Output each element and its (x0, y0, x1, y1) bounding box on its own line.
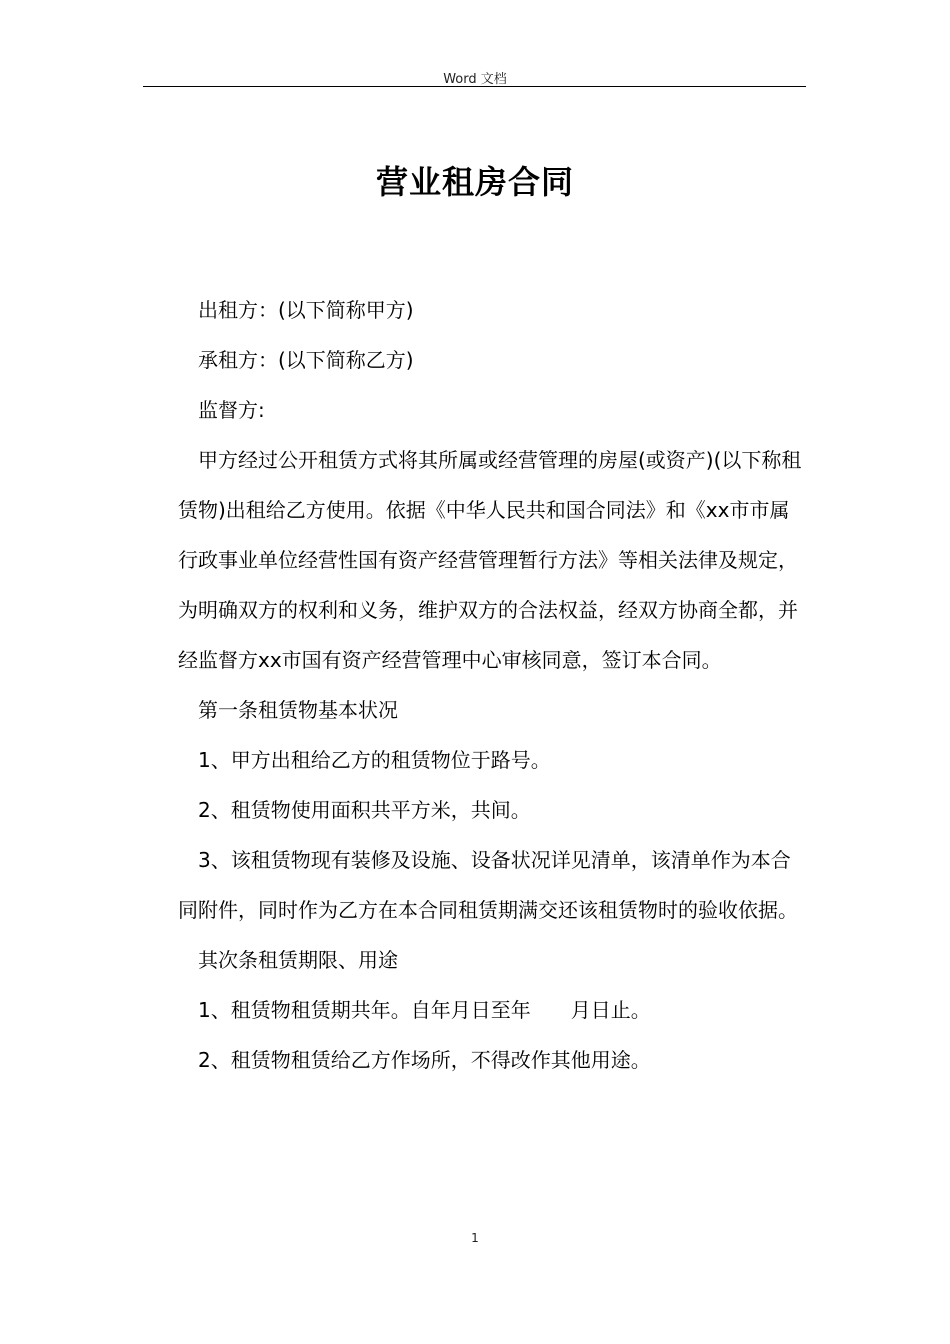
article-2-item-1: 1、租赁物租赁期共年。自年月日至年 月日止。 (198, 998, 651, 1022)
paragraph-lessee: 承租方：(以下简称乙方) (198, 348, 414, 372)
article-1-item-1: 1、甲方出租给乙方的租赁物位于路号。 (198, 748, 551, 772)
page-number: 1 (471, 1231, 479, 1245)
paragraph-preamble: 甲方经过公开租赁方式将其所属或经营管理的房屋(或资产)(以下称租赁物)出租给乙方使用。依据《中华人民共和国合同法》和《xx市市属行政事业单位经营性国有资产经营管理暂行方法》等相关法律及规定，为明确双方的权利和义务，维护双方的合法权益，经双方协商全都，并经监督方xx市国有资产经营管理中心审核同意，签订本合同。 (178, 448, 802, 672)
article-1-item-2: 2、租赁物使用面积共平方米，共间。 (198, 798, 531, 822)
article-2-heading: 其次条租赁期限、用途 (198, 948, 398, 972)
header-divider (143, 86, 806, 87)
article-1-heading: 第一条租赁物基本状况 (198, 698, 398, 722)
article-1-item-3: 3、该租赁物现有装修及设施、设备状况详见清单，该清单作为本合同附件，同时作为乙方在本合同租赁期满交还该租赁物时的验收依据。 (178, 848, 798, 922)
article-2-item-2: 2、租赁物租赁给乙方作场所，不得改作其他用途。 (198, 1048, 651, 1072)
paragraph-supervisor: 监督方: (198, 398, 265, 422)
document-title: 营业租房合同 (375, 163, 574, 201)
page-header: Word 文档 (443, 72, 507, 87)
paragraph-lessor: 出租方：(以下简称甲方) (198, 298, 414, 322)
document-body (178, 285, 805, 1085)
